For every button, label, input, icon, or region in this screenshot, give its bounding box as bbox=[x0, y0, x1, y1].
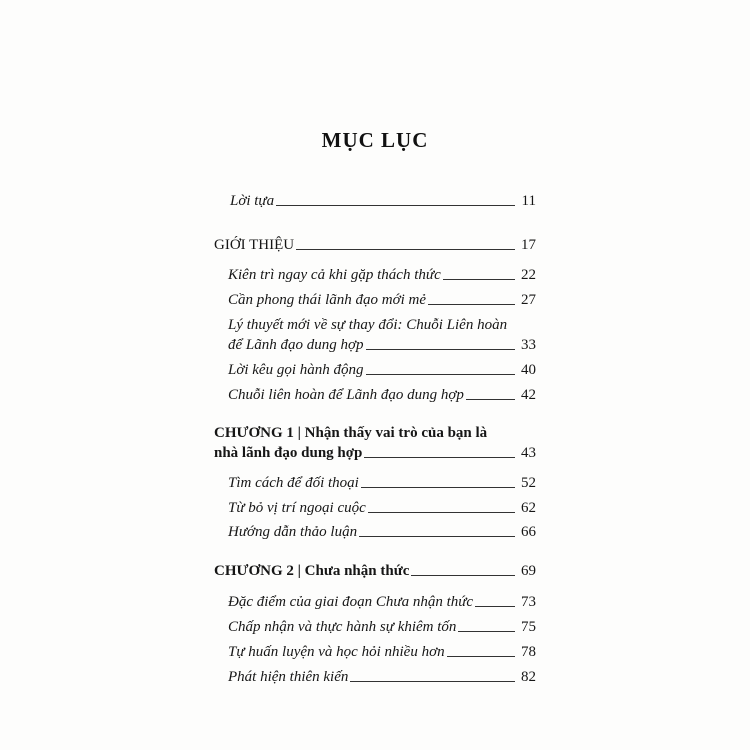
toc-entry-label: nhà lãnh đạo dung hợp bbox=[214, 445, 363, 461]
dot-leader bbox=[296, 249, 515, 250]
toc-entry-label: Tự huấn luyện và học hỏi nhiều hơn bbox=[228, 644, 445, 660]
toc-entry-introduction bbox=[214, 235, 536, 255]
toc-entry-page: 82 bbox=[521, 669, 536, 685]
toc-entry-chapter-2 bbox=[214, 561, 536, 581]
toc-entry-chapter-1 bbox=[214, 443, 536, 463]
toc-entry bbox=[228, 360, 536, 380]
toc-entry-label: Đặc điểm của giai đoạn Chưa nhận thức bbox=[228, 594, 474, 610]
dot-leader bbox=[475, 606, 515, 607]
toc-entry-page: 17 bbox=[521, 237, 536, 253]
toc-entry bbox=[228, 265, 536, 285]
toc-entry bbox=[228, 473, 536, 493]
toc-entry-label: Lời tựa bbox=[230, 193, 275, 209]
toc-entry-page: 33 bbox=[521, 337, 536, 353]
toc-entry-label: Kiên trì ngay cả khi gặp thách thức bbox=[228, 267, 441, 283]
dot-leader bbox=[428, 304, 515, 305]
toc-entry-label: GIỚI THIỆU bbox=[214, 237, 295, 253]
dot-leader bbox=[350, 681, 515, 682]
toc-entry-label: CHƯƠNG 2 | Chưa nhận thức bbox=[214, 563, 410, 579]
toc-entry-page: 43 bbox=[521, 445, 536, 461]
toc-entry-page: 75 bbox=[521, 619, 536, 635]
toc-entry-label: Chuỗi liên hoàn để Lãnh đạo dung hợp bbox=[228, 387, 464, 403]
toc-entry-page: 73 bbox=[521, 594, 536, 610]
toc-entry bbox=[228, 335, 536, 355]
toc-entry-label: Phát hiện thiên kiến bbox=[228, 669, 349, 685]
toc-entry bbox=[228, 642, 536, 662]
toc-entry bbox=[228, 498, 536, 518]
dot-leader bbox=[364, 457, 515, 458]
dot-leader bbox=[368, 512, 515, 513]
toc-entry-page: 66 bbox=[521, 524, 536, 540]
dot-leader bbox=[276, 205, 515, 206]
dot-leader bbox=[458, 631, 515, 632]
dot-leader bbox=[447, 656, 515, 657]
toc-entry-page: 22 bbox=[521, 267, 536, 283]
toc-entry-page: 42 bbox=[521, 387, 536, 403]
toc-entry bbox=[228, 385, 536, 405]
toc-entry-label: Hướng dẫn thảo luận bbox=[228, 524, 358, 540]
toc-chapter-label-line1: CHƯƠNG 1 | Nhận thấy vai trò của bạn là bbox=[214, 425, 488, 441]
toc-entry-label: Chấp nhận và thực hành sự khiêm tốn bbox=[228, 619, 457, 635]
toc-entry-label: Lời kêu gọi hành động bbox=[228, 362, 364, 378]
dot-leader bbox=[411, 575, 515, 576]
dot-leader bbox=[466, 399, 515, 400]
dot-leader bbox=[359, 536, 515, 537]
toc-entry bbox=[228, 290, 536, 310]
dot-leader bbox=[366, 374, 516, 375]
toc-entry-page: 52 bbox=[521, 475, 536, 491]
toc-entry-page: 11 bbox=[521, 193, 536, 209]
dot-leader bbox=[443, 279, 515, 280]
toc-entry-page: 27 bbox=[521, 292, 536, 308]
toc-entry bbox=[228, 592, 536, 612]
toc-entry-page: 69 bbox=[521, 563, 536, 579]
dot-leader bbox=[361, 487, 515, 488]
toc-entry bbox=[228, 617, 536, 637]
toc-title: MỤC LỤC bbox=[321, 128, 429, 152]
toc-entry-page: 40 bbox=[521, 362, 536, 378]
toc-entry-label-line1: Lý thuyết mới về sự thay đổi: Chuỗi Liên hoàn bbox=[228, 317, 508, 333]
toc-entry bbox=[228, 667, 536, 687]
toc-entry-preface bbox=[230, 191, 536, 211]
dot-leader bbox=[366, 349, 515, 350]
toc-entry-label: Từ bỏ vị trí ngoại cuộc bbox=[228, 500, 366, 516]
toc-entry-label: Cần phong thái lãnh đạo mới mẻ bbox=[228, 292, 427, 308]
toc-entry-label: Tìm cách để đối thoại bbox=[228, 475, 359, 491]
toc-entry-page: 78 bbox=[521, 644, 536, 660]
toc-entry bbox=[228, 522, 536, 542]
toc-entry-label: để Lãnh đạo dung hợp bbox=[228, 337, 364, 353]
toc-entry-page: 62 bbox=[521, 500, 536, 516]
